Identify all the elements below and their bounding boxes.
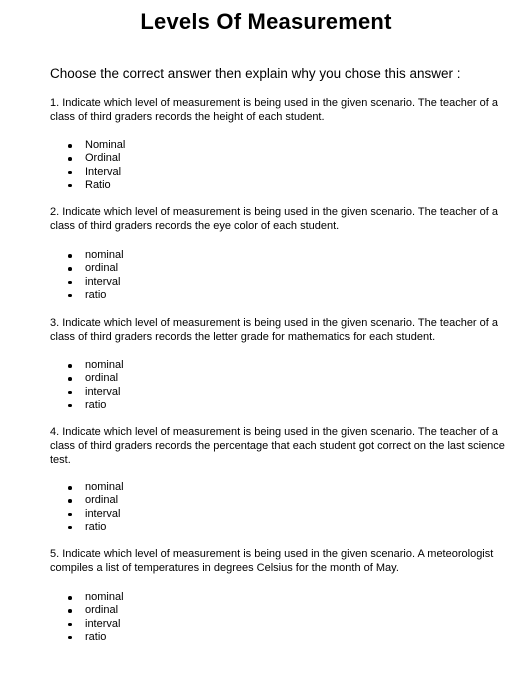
question-2-text: 2. Indicate which level of measurement is being used in the given scenario. The teacher of a class of third graders records the eye color of each student. bbox=[50, 206, 499, 232]
option-item: Ordinal bbox=[66, 152, 125, 165]
question-3-text: 3. Indicate which level of measurement is being used in the given scenario. The teacher of a class of third graders records the letter grade for mathematics for each student. bbox=[50, 317, 499, 343]
option-item: interval bbox=[66, 386, 124, 399]
option-item: ratio bbox=[66, 289, 124, 302]
question-2-options bbox=[66, 249, 124, 302]
instructions: Choose the correct answer then explain why you chose this answer : bbox=[50, 66, 461, 81]
option-item: ratio bbox=[66, 631, 124, 644]
option-item: ordinal bbox=[66, 372, 124, 385]
question-1-text: 1. Indicate which level of measurement is being used in the given scenario. The teacher of a class of third graders records the height of each student. bbox=[50, 97, 499, 123]
question-1-options bbox=[66, 139, 125, 192]
option-item: interval bbox=[66, 618, 124, 631]
option-item: ordinal bbox=[66, 494, 124, 507]
option-item: interval bbox=[66, 276, 124, 289]
question-5-options bbox=[66, 591, 124, 644]
option-item: nominal bbox=[66, 249, 124, 262]
question-4-options bbox=[66, 481, 124, 534]
option-item: Ratio bbox=[66, 179, 125, 192]
option-item: Interval bbox=[66, 166, 125, 179]
question-5-text: 5. Indicate which level of measurement is being used in the given scenario. A meteorologist compiles a list of temperatures in degrees Celsius for the month of May. bbox=[50, 548, 494, 574]
option-item: ratio bbox=[66, 399, 124, 412]
option-item: nominal bbox=[66, 481, 124, 494]
option-item: ratio bbox=[66, 521, 124, 534]
option-item: ordinal bbox=[66, 604, 124, 617]
page-title: Levels Of Measurement bbox=[140, 9, 392, 34]
option-item: nominal bbox=[66, 591, 124, 604]
option-item: ordinal bbox=[66, 262, 124, 275]
option-item: Nominal bbox=[66, 139, 125, 152]
question-3-options bbox=[66, 359, 124, 412]
option-item: nominal bbox=[66, 359, 124, 372]
option-item: interval bbox=[66, 508, 124, 521]
question-4-text: 4. Indicate which level of measurement is being used in the given scenario. The teacher of a class of third graders records the percentage that each student got correct on the last science test. bbox=[50, 426, 505, 466]
